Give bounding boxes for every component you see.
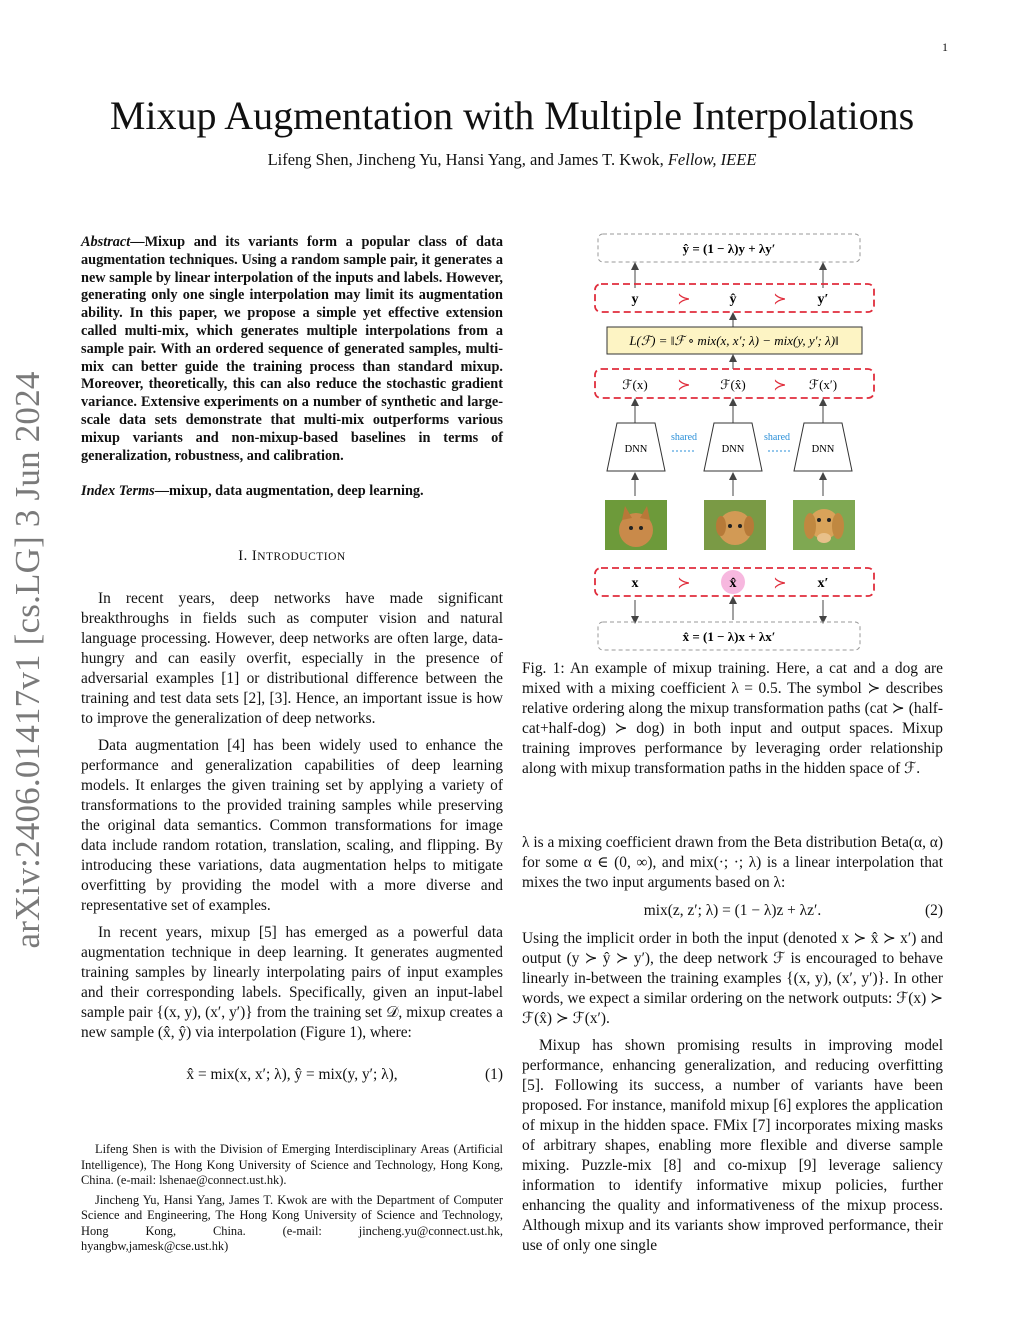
succ-symbol: ≻ [773,575,787,592]
shared-label: shared [763,432,791,443]
intro-paragraph-3: In recent years, mixup [5] has emerged as a powerful data augmentation technique in deep learning. It generates augmented training samples by linearly interpolating pairs of input examples and their corresponding labels. Specifically, given an input-label sample pair {(x, y), (x′, y′)} from the training set 𝒟, mixup creates a new sample (x̂, ŷ) via interpolation (Figure 1), where: [81,924,503,1041]
arxiv-stamp [8,360,48,960]
figure-1-caption: Fig. 1: An example of mixup training. Here, a cat and a dog are mixed with a mixing coefficient λ = 0.5. The symbol ≻ describes relative ordering along the mixup transformation paths (cat ≻ (half-cat+half-dog) ≻ dog) in both input and output spaces. Mixup training improves performance by leveraging order relationship along with mixup transformation paths in the hidden space of ℱ. [522,660,943,777]
paper-title: Mixup Augmentation with Multiple Interpolations [109,93,915,138]
output-mix-label: ŷ = (1 − λ)y + λy′ [682,241,776,256]
mixed-image [704,500,766,550]
dog-image [793,500,855,550]
author-names: Lifeng Shen, Jincheng Yu, Hansi Yang, and James T. Kwok, [267,150,664,169]
equation-2-number: (2) [925,902,943,919]
abstract [81,234,503,465]
right-paragraph-2: Using the implicit order in both the input (denoted x ≻ x̂ ≻ x′) and output (y ≻ ŷ ≻ y′), the deep network ℱ is encouraged to behave linearly in-between the training examples {(x, y), (x′, y′)}. In other words, we expect a similar ordering on the network outputs: ℱ(x) ≻ ℱ(x̂) ≻ ℱ(x′). [522,930,943,1027]
shared-label: shared [670,432,698,443]
loss-formula: L(ℱ) = ‖ℱ ∘ mix(x, x′; λ) − mix(y, y′; λ)‖ [629,333,839,348]
index-terms-label: Index Terms [81,483,155,499]
footnotes [81,1142,503,1259]
footnote-2: Jincheng Yu, Hansi Yang, James T. Kwok are with the Department of Computer Science and Engineering, The Hong Kong University of Science and Technology, Hong Kong, China. (e-mail: jincheng.yu@connect.ust.hk, hyangbw,jamesk@cse.ust.hk) [81,1192,503,1253]
intro-paragraph-2: Data augmentation [4] has been widely used to enhance the performance and generalization capabilities of deep learning models. It enlarges the given training set by applying a variety of transformations to the provided training samples while preserving the original data semantics. Common transformations for image data include random rotation, translation, scaling, and flipping. By introducing these variations, data augmentation helps to mitigate overfitting by providing the model with a more diverse and representative set of examples. [81,737,503,914]
label-y-prime: y′ [817,292,829,307]
author-fellow: Fellow, IEEE [667,150,757,169]
feature-x-hat: ℱ(x̂) [720,377,746,392]
input-x: x [631,576,639,591]
footnote-1: Lifeng Shen is with the Division of Emerging Interdisciplinary Areas (Artificial Intelligence), The Hong Kong University of Science and Technology, Hong Kong, China. (e-mail: lshenae@connect.ust.hk). [81,1142,503,1187]
dnn-label: DNN [721,444,745,455]
abstract-text: —Mixup and its variants form a popular class of data augmentation techniques. Using a random sample pair, it generates a new sample by linear interpolation of the inputs and labels. However, generating only one single interpolation may limit its augmentation ability. In this paper, we propose a simple yet effective extension called multi-mix, which generates multiple interpolations from a sample pair. With an ordered sequence of generated samples, multi-mix can better guide the training process than standard mixup. Moreover, theoretically, this can also reduce the stochastic gradient variance. Extensive experiments on a number of synthetic and large-scale data sets demonstrate that multi-mix outperforms various mixup variants and non-mixup-based baselines in terms of generalization, robustness, and calibration. [81,234,503,464]
dnn-label: DNN [624,444,648,455]
dnn-label: DNN [811,444,835,455]
right-column-body [522,833,943,1263]
index-terms [81,481,503,501]
succ-symbol: ≻ [773,291,787,308]
equation-2-body: mix(z, z′; λ) = (1 − λ)z + λz′. [643,902,822,919]
cat-image [605,500,667,550]
succ-symbol: ≻ [677,575,691,592]
equation-1-number: (1) [485,1066,503,1083]
right-paragraph-3: Mixup has shown promising results in improving model performance, enhancing generalization, and reducing overfitting [5]. Following its success, a number of variants have been proposed. For instance, manifold mixup [6] explores the application of mixup in the hidden space. FMix [7] incorporates mixing masks of arbitrary shapes, enabling more flexible and diverse sample mixing. Puzzle-mix [8] and co-mixup [9] leverage saliency information to identify informative mixup policies, further enhancing the quality and informativeness of the mixup process. Although mixup and its variants show improved performance, their use of only one single [522,1037,943,1254]
arxiv-stamp-text: arXiv:2406.01417v1 [cs.LG] 3 Jun 2024 [8,371,47,949]
index-terms-text: —mixup, data augmentation, deep learning. [154,483,424,499]
succ-symbol: ≻ [773,377,787,394]
input-x-prime: x′ [817,576,829,591]
right-paragraph-1: λ is a mixing coefficient drawn from the Beta distribution Beta(α, α) for some α ∈ (0, ∞), and mix(·; ·; λ) is a linear interpolation that mixes the two input arguments based on λ: [522,834,943,891]
label-y-hat: ŷ [729,292,737,307]
input-mix-label: x̂ = (1 − λ)x + λx′ [682,629,776,644]
abstract-label: Abstract [81,234,131,250]
author-list [0,150,1024,170]
input-x-hat: x̂ [729,576,737,591]
page-number: 1 [942,40,948,54]
section-heading-introduction: I. INTRODUCTION [238,548,346,564]
feature-x: ℱ(x) [622,377,648,392]
introduction-body [81,589,503,1093]
equation-2 [522,901,943,921]
feature-x-prime: ℱ(x′) [808,377,838,392]
figure-1 [590,228,880,653]
succ-symbol: ≻ [677,377,691,394]
label-y: y [631,292,639,307]
succ-symbol: ≻ [677,291,691,308]
intro-paragraph-1: In recent years, deep networks have made significant breakthroughs in fields such as computer vision and natural language processing. However, deep networks are often large, data-hungry and can easily overfit, especially in the presence of adversarial examples [1] or distributional difference between the training and test data sets [2], [3]. Hence, an important issue is how to improve the generalization of deep networks. [81,590,503,727]
equation-1-body: x̂ = mix(x, x′; λ), ŷ = mix(y, y′; λ), [186,1066,398,1083]
equation-1 [81,1065,503,1085]
